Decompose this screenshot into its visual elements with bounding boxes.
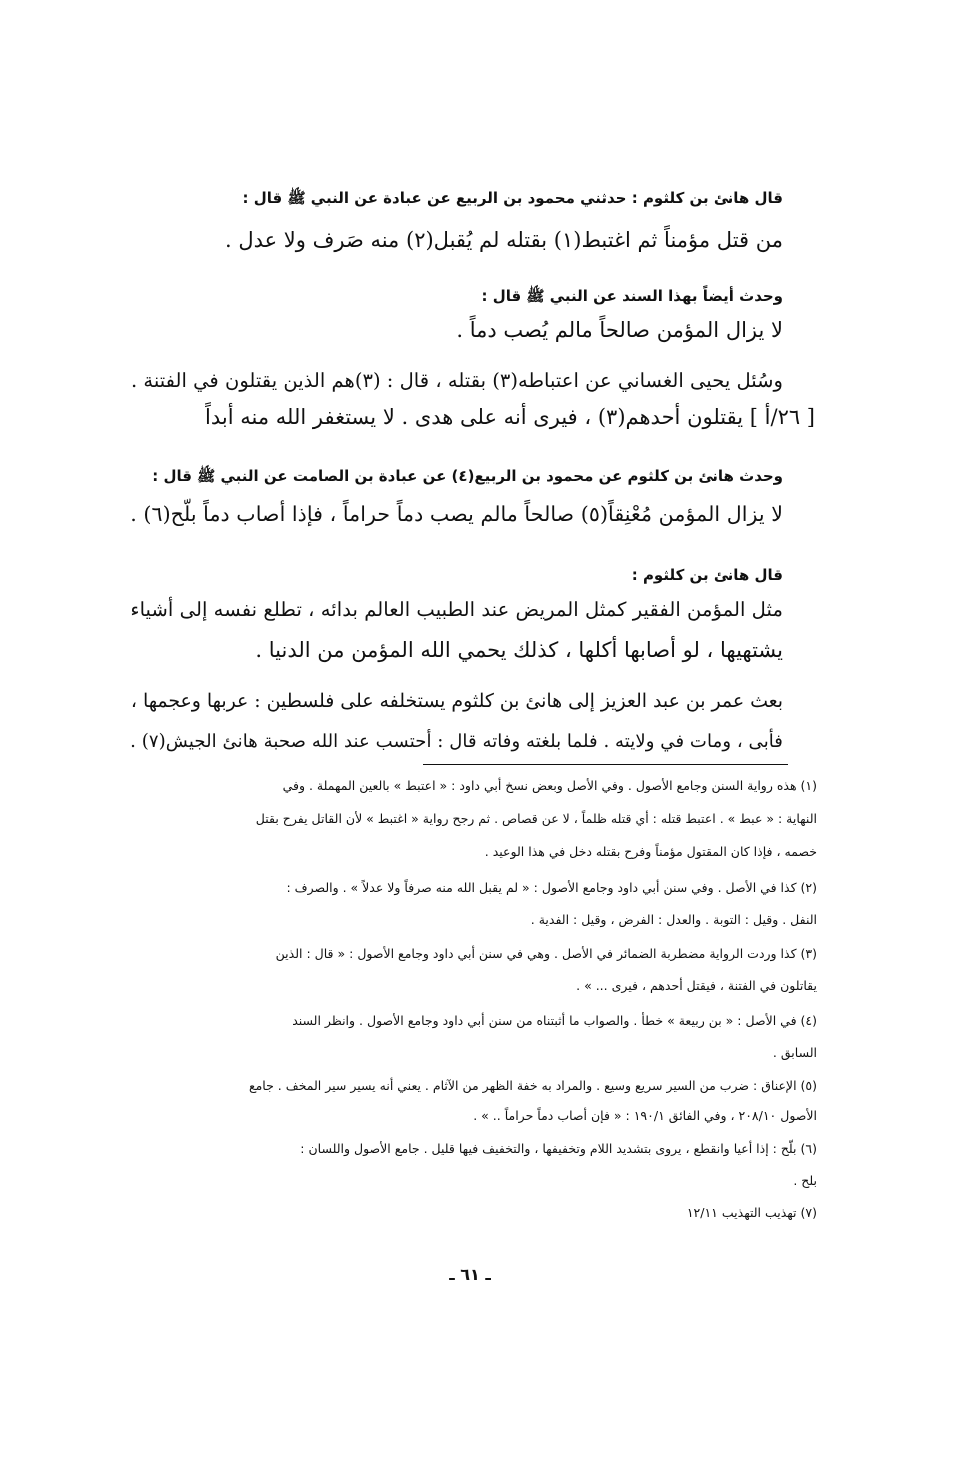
paragraph-yahya-line-2: [ ٢٦/أ ] يقتلون أحدهم(٣) ، فيرى أنه على هدى . لا يستغفر الله منه أبداً	[205, 405, 815, 429]
isnad-heading-1: قال هانئ بن كلثوم : حدثني محمود بن الربيع عن عبادة عن النبي ﷺ قال :	[242, 189, 783, 207]
isnad-heading-3: وحدث هانئ بن كلثوم عن محمود بن الربيع(٤) عن عبادة بن الصامت عن النبي ﷺ قال :	[152, 467, 783, 485]
footnote-5-line-2: الأصول ٢٠٨/١٠ ، وفي الفائق ١٩٠/١ : « فإن أصاب دماً حراماً .. » .	[473, 1108, 817, 1123]
hadith-text-2: لا يزال المؤمن صالحاً مالم يُصب دماً .	[456, 318, 783, 342]
page-number: ـ ٦١ ـ	[449, 1265, 491, 1284]
footnote-4-line-1: (٤) في الأصل : « بن ربيعة » خطأ . والصواب ما أثبتناه من سنن أبي داود وجامع الأصول . وانظر السند	[292, 1013, 817, 1028]
hadith-text-3: لا يزال المؤمن مُعْنِقاً(٥) صالحاً مالم يصب دماً حراماً ، فإذا أصاب دماً بلّح(٦) .	[130, 502, 783, 526]
footnote-2-line-1: (٢) كذا في الأصل . وفي سنن أبي داود وجامع الأصول : « لم يقبل الله منه صرفاً ولا عدلاً » . والصرف :	[286, 880, 817, 895]
footnote-1-line-1: (١) هذه رواية السنن وجامع الأصول . وفي الأصل وبعض نسخ أبي داود : « اعتبط » بالعين المهملة . وفي	[282, 778, 817, 793]
footnote-7-line-1: (٧) تهذيب التهذيب ١٢/١١	[686, 1205, 817, 1220]
saying-line-2: يشتهيها ، لو أصابها أكلها ، كذلك يحمي الله المؤمن من الدنيا .	[255, 638, 783, 662]
paragraph-yahya-line-1: وسُئل يحيى الغساني عن اعتباطه(٣) بقتله ، قال : (٣)هم الذين يقتلون في الفتنة .	[130, 369, 783, 392]
footnote-2-line-2: النفل . وقيل : التوبة . والعدل : الفرض ، وقيل : الفدية .	[530, 912, 817, 927]
footnote-3-line-1: (٣) كذا وردت الرواية مضطربة الضمائر في الأصل . وهي في سنن أبي داود وجامع الأصول : « قال : الذين	[275, 946, 817, 961]
footnote-1-line-3: خصمه ، فإذا كان المقتول مؤمناً وفرح بقتله دخل في هذا الوعيد .	[484, 844, 817, 859]
footnote-5-line-1: (٥) الإعناق : ضرب من السير سريع وسيع . والمراد به خفة الظهر من الآثام . يعني أنه يسير سير المخف . جامع	[248, 1078, 817, 1093]
isnad-heading-4: قال هانئ بن كلثوم :	[631, 566, 783, 584]
footnote-divider	[423, 764, 788, 765]
narrative-line-2: فأبى ، ومات في ولايته . فلما بلغته وفاته قال : أحتسب عند الله صحبة هانئ الجيش(٧) .	[130, 731, 783, 752]
footnote-6-line-2: بلح .	[793, 1173, 817, 1188]
saying-line-1: مثل المؤمن الفقير كمثل المريض عند الطبيب العالم بدائه ، تطلع نفسه إلى أشياء	[130, 598, 783, 621]
hadith-text-1: من قتل مؤمناً ثم اغتبط(١) بقتله لم يُقبل(٢) منه صَرف ولا عدل .	[224, 228, 783, 252]
narrative-line-1: بعث عمر بن عبد العزيز إلى هانئ بن كلثوم يستخلفه على فلسطين : عربها وعجمها ،	[130, 690, 783, 712]
footnote-3-line-2: يقاتلون في الفتنة ، فيقتل أحدهم ، فيرى ... » .	[576, 978, 817, 993]
footnote-4-line-2: السابق .	[772, 1045, 817, 1060]
isnad-heading-2: وحدث أيضاً بهذا السند عن النبي ﷺ قال :	[481, 287, 783, 305]
footnote-6-line-1: (٦) بلّح : إذا أعيا وانقطع ، يروى بتشديد اللام وتخفيفها ، والتخفيف فيها قليل . جامع الأصول واللسان :	[300, 1141, 817, 1156]
footnote-1-line-2: النهاية : « عبط » . اعتبط قتله : أي قتله ظلماً ، لا عن قصاص . ثم رجح رواية « اغتبط » لأن القاتل يفرح بقتل	[255, 811, 817, 826]
